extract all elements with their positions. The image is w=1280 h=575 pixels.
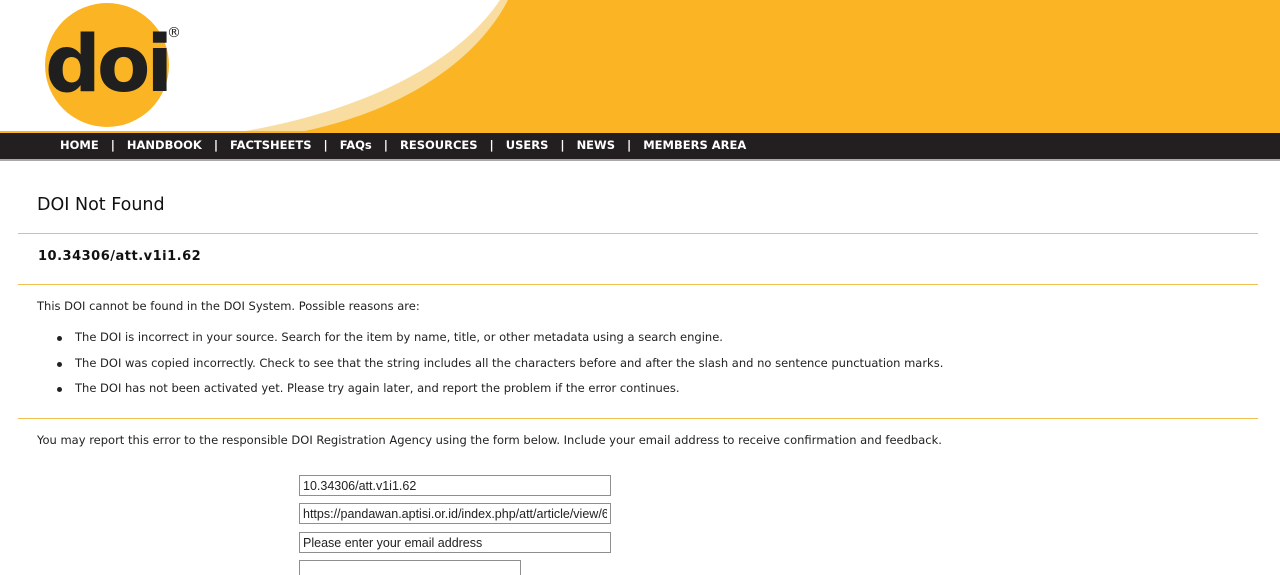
page-title: DOI Not Found [37, 195, 165, 215]
nav-users[interactable]: USERS [505, 138, 549, 152]
url-input[interactable] [299, 503, 611, 524]
site-header [0, 0, 1280, 132]
nav-separator: | [213, 138, 219, 152]
divider [18, 284, 1258, 285]
reason-item: The DOI has not been activated yet. Please try again later, and report the problem if the error continues. [56, 381, 943, 407]
nav-separator: | [110, 138, 115, 152]
nav-separator: | [323, 138, 328, 152]
divider [18, 233, 1258, 234]
logo-wordmark: doi [45, 20, 170, 110]
doi-input[interactable] [299, 475, 611, 496]
nav-members-area[interactable]: MEMBERS AREA [643, 138, 747, 152]
nav-handbook[interactable]: HANDBOOK [126, 138, 202, 152]
doi-identifier: 10.34306/att.v1i1.62 [38, 249, 202, 264]
nav-news[interactable]: NEWS [576, 138, 616, 152]
nav-separator: | [383, 138, 388, 152]
main-navigation [0, 131, 1280, 161]
info-input[interactable] [299, 560, 521, 575]
intro-text: This DOI cannot be found in the DOI System. Possible reasons are: [37, 299, 420, 313]
nav-separator: | [627, 138, 632, 152]
nav-factsheets[interactable]: FACTSHEETS [230, 138, 312, 152]
email-input[interactable] [299, 532, 611, 553]
reason-item: The DOI was copied incorrectly. Check to see that the string includes all the characters before and after the slash and no sentence punctuation marks. [56, 356, 943, 382]
header-swoosh-graphic [0, 0, 1280, 132]
nav-separator: | [560, 138, 565, 152]
nav-separator: | [489, 138, 494, 152]
doi-logo[interactable] [45, 3, 169, 127]
reasons-list [56, 330, 943, 407]
report-instructions: You may report this error to the responsible DOI Registration Agency using the form below. Include your email address to receive confirmation and feedback. [37, 433, 942, 447]
registered-trademark: ® [167, 25, 181, 41]
nav-items [60, 138, 746, 152]
divider [18, 418, 1258, 419]
nav-home[interactable]: HOME [60, 138, 99, 152]
nav-resources[interactable]: RESOURCES [399, 138, 478, 152]
reason-item: The DOI is incorrect in your source. Search for the item by name, title, or other metadata using a search engine. [56, 330, 943, 356]
nav-faqs[interactable]: FAQs [339, 138, 372, 152]
